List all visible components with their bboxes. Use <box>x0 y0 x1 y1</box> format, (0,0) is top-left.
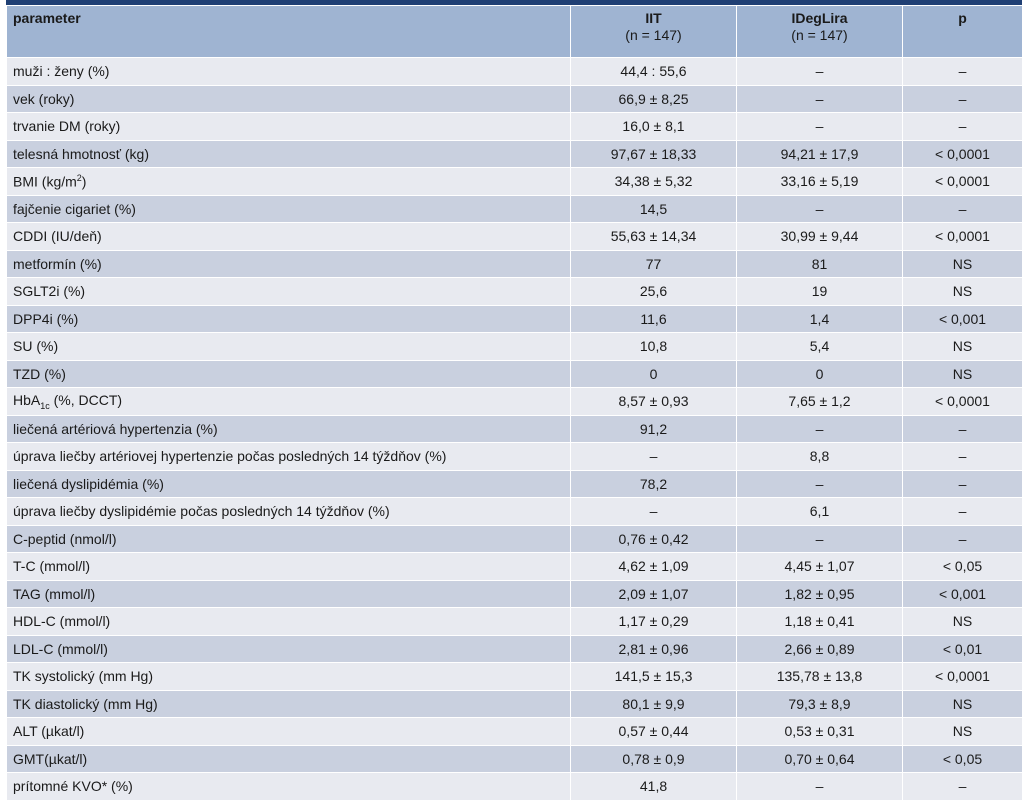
cell-p: – <box>903 113 1023 141</box>
cell-ideglira: – <box>737 525 903 553</box>
table-row <box>7 113 1023 141</box>
cell-ideglira: 1,18 ± 0,41 <box>737 608 903 636</box>
cell-ideglira: 0,53 ± 0,31 <box>737 718 903 746</box>
header-ideglira-label: IDegLira <box>791 10 848 26</box>
cell-iit: 25,6 <box>571 278 737 306</box>
cell-ideglira: 33,16 ± 5,19 <box>737 168 903 196</box>
table-row <box>7 498 1023 526</box>
cell-p: < 0,05 <box>903 745 1023 773</box>
table-row <box>7 525 1023 553</box>
table-row <box>7 773 1023 801</box>
cell-p: < 0,001 <box>903 305 1023 333</box>
header-iit <box>571 6 737 58</box>
table-row <box>7 195 1023 223</box>
cell-iit: 41,8 <box>571 773 737 801</box>
cell-iit: 34,38 ± 5,32 <box>571 168 737 196</box>
cell-p: – <box>903 525 1023 553</box>
table-header-row <box>7 6 1023 58</box>
cell-ideglira: – <box>737 773 903 801</box>
cell-iit: 77 <box>571 250 737 278</box>
cell-ideglira: 0 <box>737 360 903 388</box>
table-row <box>7 140 1023 168</box>
cell-parameter: TAG (mmol/l) <box>7 580 571 608</box>
cell-ideglira: 2,66 ± 0,89 <box>737 635 903 663</box>
table-row <box>7 718 1023 746</box>
cell-p: – <box>903 498 1023 526</box>
cell-parameter: trvanie DM (roky) <box>7 113 571 141</box>
cell-ideglira: 7,65 ± 1,2 <box>737 388 903 416</box>
table-row <box>7 58 1023 86</box>
table-row <box>7 388 1023 416</box>
cell-iit: 78,2 <box>571 470 737 498</box>
cell-p: – <box>903 58 1023 86</box>
cell-parameter-text: (%, DCCT) <box>49 391 123 408</box>
cell-parameter: prítomné KVO* (%) <box>7 773 571 801</box>
table-row <box>7 608 1023 636</box>
table-row <box>7 443 1023 471</box>
table-row <box>7 168 1023 196</box>
cell-iit: 0,78 ± 0,9 <box>571 745 737 773</box>
data-table-container <box>6 0 1022 801</box>
cell-p: < 0,01 <box>903 635 1023 663</box>
cell-parameter: úprava liečby artériovej hypertenzie počas posledných 14 týždňov (%) <box>7 443 571 471</box>
table-row <box>7 278 1023 306</box>
cell-parameter: muži : ženy (%) <box>7 58 571 86</box>
cell-p: – <box>903 443 1023 471</box>
cell-parameter: DPP4i (%) <box>7 305 571 333</box>
table-row <box>7 470 1023 498</box>
cell-parameter-subscript: 1c <box>40 400 50 411</box>
cell-ideglira: 6,1 <box>737 498 903 526</box>
cell-ideglira: 135,78 ± 13,8 <box>737 663 903 691</box>
cell-p: NS <box>903 333 1023 361</box>
cell-p: NS <box>903 250 1023 278</box>
cell-ideglira: 4,45 ± 1,07 <box>737 553 903 581</box>
cell-iit: 55,63 ± 14,34 <box>571 223 737 251</box>
table-row <box>7 223 1023 251</box>
cell-parameter <box>7 168 571 196</box>
cell-p: NS <box>903 718 1023 746</box>
cell-parameter: C-peptid (nmol/l) <box>7 525 571 553</box>
cell-ideglira: 5,4 <box>737 333 903 361</box>
cell-p: – <box>903 195 1023 223</box>
cell-p: – <box>903 85 1023 113</box>
cell-parameter: TZD (%) <box>7 360 571 388</box>
cell-parameter-superscript: 2 <box>76 172 82 183</box>
cell-iit: 0,76 ± 0,42 <box>571 525 737 553</box>
cell-iit: 141,5 ± 15,3 <box>571 663 737 691</box>
cell-parameter: TK systolický (mm Hg) <box>7 663 571 691</box>
table-row <box>7 745 1023 773</box>
cell-iit: 91,2 <box>571 415 737 443</box>
header-iit-n: (n = 147) <box>625 27 682 43</box>
cell-parameter: fajčenie cigariet (%) <box>7 195 571 223</box>
cell-p: NS <box>903 608 1023 636</box>
cell-iit: 44,4 : 55,6 <box>571 58 737 86</box>
cell-iit: 2,09 ± 1,07 <box>571 580 737 608</box>
cell-ideglira: 1,82 ± 0,95 <box>737 580 903 608</box>
cell-p: < 0,0001 <box>903 168 1023 196</box>
cell-iit: 97,67 ± 18,33 <box>571 140 737 168</box>
cell-parameter: SU (%) <box>7 333 571 361</box>
header-parameter: parameter <box>7 6 571 58</box>
cell-iit: 1,17 ± 0,29 <box>571 608 737 636</box>
cell-iit: 14,5 <box>571 195 737 223</box>
cell-ideglira: – <box>737 113 903 141</box>
cell-p: < 0,0001 <box>903 223 1023 251</box>
cell-ideglira: – <box>737 415 903 443</box>
header-iit-label: IIT <box>645 10 662 26</box>
cell-ideglira: 81 <box>737 250 903 278</box>
cell-ideglira: 94,21 ± 17,9 <box>737 140 903 168</box>
cell-p: – <box>903 773 1023 801</box>
cell-parameter: TK diastolický (mm Hg) <box>7 690 571 718</box>
table-row <box>7 85 1023 113</box>
cell-parameter: telesná hmotnosť (kg) <box>7 140 571 168</box>
cell-iit: 4,62 ± 1,09 <box>571 553 737 581</box>
table-row <box>7 415 1023 443</box>
cell-ideglira: – <box>737 195 903 223</box>
cell-iit: – <box>571 498 737 526</box>
cell-parameter: LDL-C (mmol/l) <box>7 635 571 663</box>
cell-iit: – <box>571 443 737 471</box>
table-row <box>7 360 1023 388</box>
cell-parameter-text: BMI (kg/m <box>13 173 77 190</box>
table-row <box>7 250 1023 278</box>
cell-p: NS <box>903 278 1023 306</box>
cell-parameter: CDDI (IU/deň) <box>7 223 571 251</box>
cell-ideglira: – <box>737 470 903 498</box>
cell-p: – <box>903 470 1023 498</box>
table-body <box>7 58 1023 801</box>
cell-ideglira: 0,70 ± 0,64 <box>737 745 903 773</box>
cell-iit: 8,57 ± 0,93 <box>571 388 737 416</box>
cell-iit: 66,9 ± 8,25 <box>571 85 737 113</box>
cell-ideglira: 19 <box>737 278 903 306</box>
table-row <box>7 635 1023 663</box>
cell-ideglira: – <box>737 58 903 86</box>
table-row <box>7 663 1023 691</box>
header-p: p <box>903 6 1023 58</box>
cell-parameter: GMT(µkat/l) <box>7 745 571 773</box>
cell-parameter <box>7 388 571 416</box>
cell-parameter-text: ) <box>81 173 87 190</box>
cell-parameter-text: HbA <box>13 391 41 408</box>
table-row <box>7 333 1023 361</box>
data-table <box>6 5 1023 801</box>
cell-parameter: liečená artériová hypertenzia (%) <box>7 415 571 443</box>
cell-iit: 2,81 ± 0,96 <box>571 635 737 663</box>
cell-parameter: liečená dyslipidémia (%) <box>7 470 571 498</box>
cell-p: < 0,05 <box>903 553 1023 581</box>
cell-ideglira: – <box>737 85 903 113</box>
cell-p: < 0,001 <box>903 580 1023 608</box>
cell-p: NS <box>903 360 1023 388</box>
table-row <box>7 690 1023 718</box>
cell-iit: 0 <box>571 360 737 388</box>
cell-parameter: HDL-C (mmol/l) <box>7 608 571 636</box>
header-ideglira <box>737 6 903 58</box>
cell-p: NS <box>903 690 1023 718</box>
table-row <box>7 553 1023 581</box>
cell-ideglira: 8,8 <box>737 443 903 471</box>
cell-iit: 0,57 ± 0,44 <box>571 718 737 746</box>
header-ideglira-n: (n = 147) <box>791 27 848 43</box>
cell-p: < 0,0001 <box>903 663 1023 691</box>
cell-p: < 0,0001 <box>903 388 1023 416</box>
cell-iit: 10,8 <box>571 333 737 361</box>
cell-ideglira: 1,4 <box>737 305 903 333</box>
cell-parameter: T-C (mmol/l) <box>7 553 571 581</box>
cell-p: – <box>903 415 1023 443</box>
cell-iit: 16,0 ± 8,1 <box>571 113 737 141</box>
cell-parameter: metformín (%) <box>7 250 571 278</box>
cell-p: < 0,0001 <box>903 140 1023 168</box>
cell-ideglira: 30,99 ± 9,44 <box>737 223 903 251</box>
cell-iit: 11,6 <box>571 305 737 333</box>
cell-ideglira: 79,3 ± 8,9 <box>737 690 903 718</box>
cell-parameter: úprava liečby dyslipidémie počas posledných 14 týždňov (%) <box>7 498 571 526</box>
table-row <box>7 580 1023 608</box>
cell-parameter: SGLT2i (%) <box>7 278 571 306</box>
cell-parameter: ALT (µkat/l) <box>7 718 571 746</box>
cell-iit: 80,1 ± 9,9 <box>571 690 737 718</box>
table-row <box>7 305 1023 333</box>
cell-parameter: vek (roky) <box>7 85 571 113</box>
